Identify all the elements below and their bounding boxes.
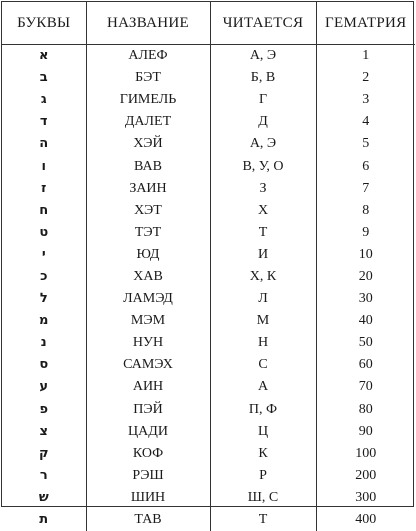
letter-cell: ל	[2, 288, 86, 310]
name-cell: ВАВ	[86, 155, 210, 177]
reads-cell: Б, В	[210, 67, 316, 89]
letter-cell: ח	[2, 200, 86, 222]
gematria-cell: 2	[316, 67, 415, 89]
name-cell: САМЭХ	[86, 354, 210, 376]
table-row	[2, 399, 415, 421]
letter-cell: ה	[2, 133, 86, 155]
letter-cell: ג	[2, 89, 86, 111]
gematria-cell: 200	[316, 465, 415, 487]
table-row	[2, 310, 415, 332]
letter-cell: צ	[2, 421, 86, 443]
header-letters: БУКВЫ	[2, 2, 86, 45]
name-cell: ХЭЙ	[86, 133, 210, 155]
letter-cell: א	[2, 45, 86, 68]
table-row	[2, 354, 415, 376]
reads-cell: А	[210, 376, 316, 398]
table-row	[2, 222, 415, 244]
reads-cell: И	[210, 244, 316, 266]
gematria-cell: 8	[316, 200, 415, 222]
name-cell: ЦАДИ	[86, 421, 210, 443]
reads-cell: Г	[210, 89, 316, 111]
table-row	[2, 89, 415, 111]
gematria-cell: 3	[316, 89, 415, 111]
reads-cell: Н	[210, 332, 316, 354]
hebrew-alphabet-table	[2, 2, 415, 531]
name-cell: КОФ	[86, 443, 210, 465]
letter-cell: ר	[2, 465, 86, 487]
table-row	[2, 67, 415, 89]
reads-cell: А, Э	[210, 45, 316, 68]
table-row	[2, 509, 415, 531]
table-row	[2, 421, 415, 443]
reads-cell: Р	[210, 465, 316, 487]
reads-cell: Т	[210, 222, 316, 244]
gematria-cell: 100	[316, 443, 415, 465]
gematria-cell: 30	[316, 288, 415, 310]
gematria-cell: 90	[316, 421, 415, 443]
reads-cell: К	[210, 443, 316, 465]
letter-cell: ע	[2, 376, 86, 398]
letter-cell: פ	[2, 399, 86, 421]
reads-cell: М	[210, 310, 316, 332]
name-cell: ХЭТ	[86, 200, 210, 222]
name-cell: ШИН	[86, 487, 210, 509]
reads-cell: Ш, С	[210, 487, 316, 509]
table-body	[2, 45, 415, 531]
name-cell: НУН	[86, 332, 210, 354]
letter-cell: ט	[2, 222, 86, 244]
table-row	[2, 200, 415, 222]
gematria-cell: 5	[316, 133, 415, 155]
table-row	[2, 443, 415, 465]
name-cell: АИН	[86, 376, 210, 398]
gematria-cell: 4	[316, 111, 415, 133]
reads-cell: П, Ф	[210, 399, 316, 421]
name-cell: ЛАМЭД	[86, 288, 210, 310]
name-cell: ТЭТ	[86, 222, 210, 244]
table-row	[2, 332, 415, 354]
reads-cell: В, У, О	[210, 155, 316, 177]
letter-cell: ת	[2, 509, 86, 531]
name-cell: ЗАИН	[86, 178, 210, 200]
table-row	[2, 155, 415, 177]
gematria-cell: 1	[316, 45, 415, 68]
header-gematria: ГЕМАТРИЯ	[316, 2, 415, 45]
name-cell: ЮД	[86, 244, 210, 266]
reads-cell: Ц	[210, 421, 316, 443]
gematria-cell: 60	[316, 354, 415, 376]
letter-cell: ו	[2, 155, 86, 177]
header-reads: ЧИТАЕТСЯ	[210, 2, 316, 45]
table-row	[2, 288, 415, 310]
gematria-cell: 400	[316, 509, 415, 531]
table-header-row	[2, 2, 415, 45]
gematria-cell: 40	[316, 310, 415, 332]
reads-cell: Т	[210, 509, 316, 531]
table-row	[2, 133, 415, 155]
table-row	[2, 487, 415, 509]
header-name: НАЗВАНИЕ	[86, 2, 210, 45]
letter-cell: ש	[2, 487, 86, 509]
name-cell: АЛЕФ	[86, 45, 210, 68]
table-row	[2, 266, 415, 288]
reads-cell: А, Э	[210, 133, 316, 155]
name-cell: ХАВ	[86, 266, 210, 288]
name-cell: ДАЛЕТ	[86, 111, 210, 133]
name-cell: МЭМ	[86, 310, 210, 332]
name-cell: РЭШ	[86, 465, 210, 487]
gematria-cell: 9	[316, 222, 415, 244]
gematria-cell: 300	[316, 487, 415, 509]
gematria-cell: 20	[316, 266, 415, 288]
reads-cell: С	[210, 354, 316, 376]
letter-cell: כ	[2, 266, 86, 288]
table-row	[2, 178, 415, 200]
gematria-cell: 10	[316, 244, 415, 266]
table-row	[2, 465, 415, 487]
table-row	[2, 376, 415, 398]
table-row	[2, 45, 415, 68]
name-cell: ГИМЕЛЬ	[86, 89, 210, 111]
reads-cell: Д	[210, 111, 316, 133]
reads-cell: Л	[210, 288, 316, 310]
gematria-cell: 50	[316, 332, 415, 354]
letter-cell: ז	[2, 178, 86, 200]
alphabet-table-container	[1, 1, 414, 507]
gematria-cell: 80	[316, 399, 415, 421]
letter-cell: ס	[2, 354, 86, 376]
table-row	[2, 244, 415, 266]
name-cell: БЭТ	[86, 67, 210, 89]
name-cell: ТАВ	[86, 509, 210, 531]
gematria-cell: 70	[316, 376, 415, 398]
letter-cell: ק	[2, 443, 86, 465]
letter-cell: י	[2, 244, 86, 266]
gematria-cell: 7	[316, 178, 415, 200]
reads-cell: Х	[210, 200, 316, 222]
letter-cell: ב	[2, 67, 86, 89]
reads-cell: З	[210, 178, 316, 200]
letter-cell: נ	[2, 332, 86, 354]
reads-cell: Х, К	[210, 266, 316, 288]
gematria-cell: 6	[316, 155, 415, 177]
letter-cell: מ	[2, 310, 86, 332]
letter-cell: ד	[2, 111, 86, 133]
table-row	[2, 111, 415, 133]
name-cell: ПЭЙ	[86, 399, 210, 421]
